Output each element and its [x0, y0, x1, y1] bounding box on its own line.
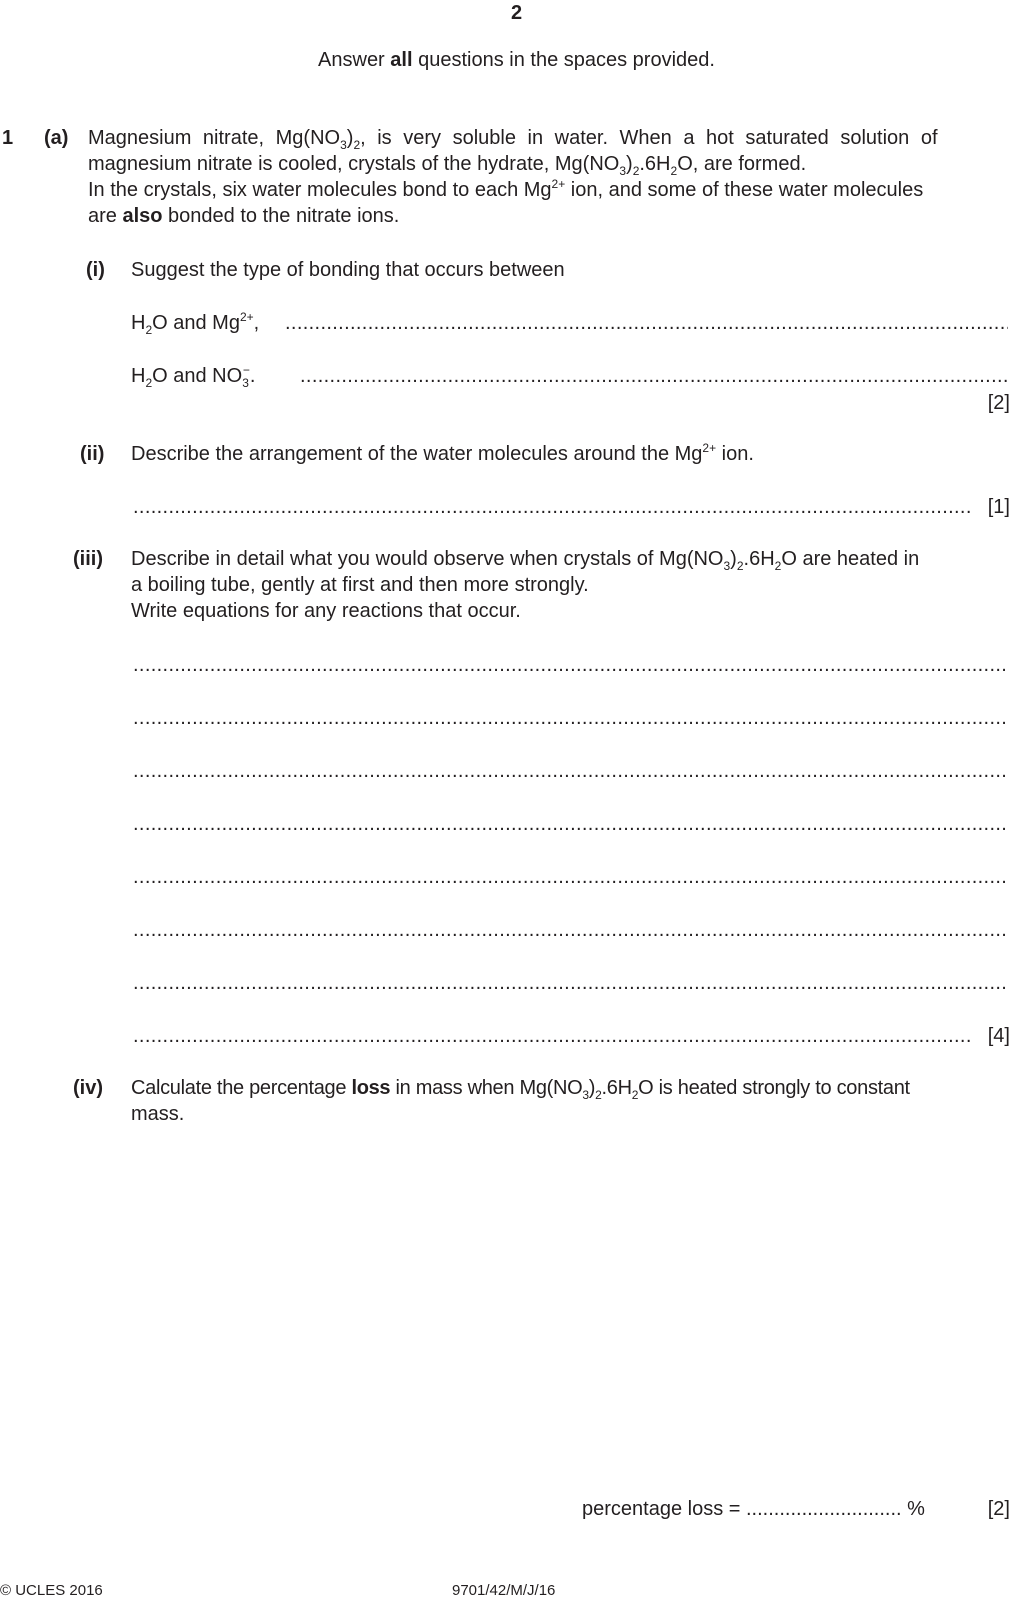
sub-ii-label: (ii) — [80, 443, 105, 465]
footer-copyright: © UCLES 2016 — [0, 1582, 103, 1599]
sub-i-prompt: Suggest the type of bonding that occurs between — [131, 259, 565, 281]
sub-iv-mark: [2] — [987, 1498, 1010, 1520]
sub-iii-line-2: a boiling tube, gently at first and then more strongly. — [131, 574, 589, 596]
sub-iii-line-3: Write equations for any reactions that occur. — [131, 600, 521, 622]
instruction-prefix: Answer — [318, 49, 391, 71]
sub-iv-line-1: Calculate the percentage loss in mass when $Mg(NO_3)_2.6H_2O$ is heated strongly to constant — [131, 1077, 910, 1102]
instruction-bold: all — [390, 49, 413, 71]
sub-i-item-2-label: $H_2O$ and $NO_3^-$. — [131, 363, 256, 390]
instruction — [0, 47, 1033, 73]
instruction-suffix: questions in the spaces provided. — [412, 49, 715, 71]
sub-i-mark: [2] — [987, 392, 1010, 414]
answer-line-iii-6[interactable] — [133, 917, 1008, 943]
answer-line-iii-3[interactable] — [133, 758, 1008, 784]
part-a-line-2: magnesium nitrate is cooled, crystals of the hydrate, $Mg(NO_3)_2.6H_2O$, are formed. — [88, 153, 807, 178]
answer-line-iii-7[interactable] — [133, 970, 1008, 996]
answer-line-iii-2[interactable] — [133, 705, 1008, 731]
answer-line-ii[interactable] — [133, 494, 971, 520]
part-a-line-3: In the crystals, six water molecules bond to each $Mg^{2+}$ ion, and some of these water molecules — [88, 177, 924, 201]
answer-line-i-2[interactable] — [300, 363, 1008, 389]
answer-line-iii-4[interactable] — [133, 811, 1008, 837]
answer-line-iii-8[interactable] — [133, 1023, 971, 1049]
answer-line-iii-5[interactable] — [133, 864, 1008, 890]
sub-iv-prompt — [131, 1075, 1011, 1127]
sub-iii-label: (iii) — [73, 548, 103, 570]
part-a-line-1: Magnesium nitrate, $Mg(NO_3)_2$, is very soluble in water. When a hot saturated solution of — [88, 127, 938, 152]
part-a-line-4: are also bonded to the nitrate ions. — [88, 205, 400, 227]
percentage-unit: % — [901, 1498, 925, 1520]
sub-iii-prompt — [131, 546, 1011, 624]
part-a-stem — [88, 125, 1010, 229]
answer-line-i-1[interactable] — [285, 310, 1008, 336]
answer-line-iii-1[interactable] — [133, 652, 1008, 678]
percentage-loss-field[interactable]: ............................ — [746, 1498, 902, 1520]
sub-iv-line-2: mass. — [131, 1103, 185, 1125]
part-a-label: (a) — [44, 127, 69, 149]
sub-iii-mark: [4] — [987, 1025, 1010, 1047]
sub-ii-mark: [1] — [987, 496, 1010, 518]
sub-iv-label: (iv) — [73, 1077, 103, 1099]
sub-ii-prompt: Describe the arrangement of the water molecules around the $Mg^{2+}$ ion. — [131, 441, 754, 465]
sub-i-item-1-label: $H_2O$ and $Mg^{2+}$, — [131, 310, 260, 337]
footer-paper-code: 9701/42/M/J/16 — [452, 1582, 556, 1599]
page-number: 2 — [510, 2, 523, 24]
percentage-loss-label: percentage loss = — [582, 1498, 746, 1520]
question-number: 1 — [2, 127, 14, 149]
sub-iii-line-1: Describe in detail what you would observe when crystals of $Mg(NO_3)_2.6H_2O$ are heated in — [131, 548, 920, 573]
percentage-loss-answer — [582, 1496, 925, 1522]
sub-i-label: (i) — [86, 259, 105, 281]
